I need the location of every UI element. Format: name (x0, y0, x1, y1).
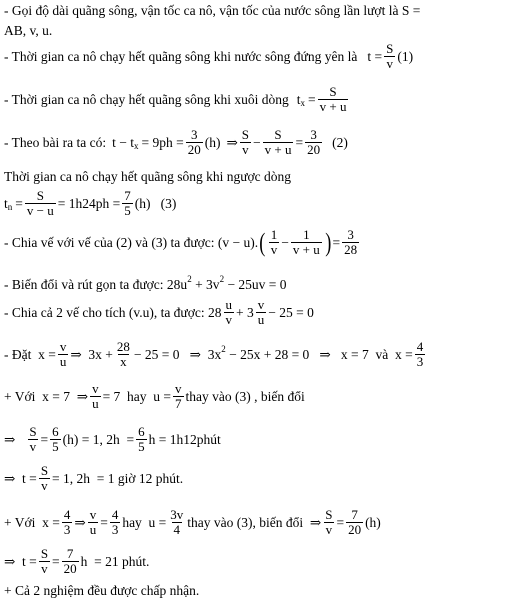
expr: = 1h24ph = (57, 196, 121, 212)
line-1-text: - Gọi độ dài quãng sông, vận tốc ca nô, vận tốc của nước sông lần lượt là S = (4, 3, 421, 18)
denominator: 3 (63, 521, 71, 537)
numerator: S (29, 424, 37, 439)
denominator: 3 (416, 353, 424, 369)
line-15-text: ⇒ t = (4, 554, 37, 570)
numerator: S (36, 188, 44, 203)
fraction (305, 128, 322, 158)
equals: = (15, 196, 23, 212)
denominator: 28 (344, 241, 358, 257)
line-1-cont-text: AB, v, u. (4, 23, 53, 38)
expr: t − t (112, 135, 134, 151)
denominator: v (242, 141, 249, 157)
numerator: 1 (270, 227, 278, 242)
fraction (27, 425, 38, 455)
denominator: u (89, 521, 97, 537)
denominator: u (59, 353, 67, 369)
fraction (256, 298, 267, 328)
denominator: v (225, 311, 233, 327)
fraction (136, 425, 147, 455)
expr: = 7 hay u = (102, 389, 172, 405)
expr: − 25 = 0 ⇒ 3x (133, 347, 222, 363)
denominator: 20 (187, 141, 201, 157)
equals: = (100, 515, 108, 531)
expr: − 25 = 0 (268, 305, 314, 321)
denominator: v + u (319, 98, 347, 114)
fraction (62, 547, 79, 577)
numerator: S (386, 41, 394, 56)
line-4 (4, 128, 348, 158)
fraction (173, 382, 184, 412)
expr: + 3v (191, 277, 220, 292)
numerator: 3v (170, 507, 184, 522)
t-symbol: t (4, 196, 8, 212)
denominator: v (325, 521, 333, 537)
expr: + 3 (236, 305, 254, 321)
denominator: 20 (63, 560, 77, 576)
denominator: 7 (175, 395, 182, 411)
line-16-text: + Cả 2 nghiệm đều được chấp nhận. (4, 583, 200, 598)
line-1 (4, 4, 420, 18)
line-4-text: - Theo bài ra ta có: (4, 135, 107, 151)
implies-symbol: ⇒ (74, 515, 86, 531)
subscript: x (133, 141, 139, 152)
expr: − 25x + 28 = 0 ⇒ x = 7 và x = (225, 347, 413, 363)
expr: (h) (3) (134, 196, 177, 212)
fraction (58, 340, 69, 370)
fraction (168, 508, 185, 538)
line-11 (4, 382, 305, 412)
denominator: x (120, 353, 127, 369)
expr: (h) = 1, 2h = (62, 432, 135, 448)
fraction (90, 382, 101, 412)
numerator: v (92, 381, 99, 396)
line-10-text: - Đặt x = (4, 347, 56, 363)
numerator: S (40, 546, 49, 561)
fraction (122, 189, 133, 219)
open-paren: ( (259, 227, 266, 257)
fraction (318, 85, 349, 115)
numerator: 7 (124, 188, 131, 203)
equals: = (307, 92, 316, 108)
t-symbol: t (296, 92, 301, 108)
fraction (50, 425, 61, 455)
line-7-text: - Chia vế với vế của (2) và (3) ta được: (v − u). (4, 235, 259, 251)
line-14 (4, 508, 381, 538)
fraction (39, 464, 50, 494)
line-8 (4, 274, 287, 292)
denominator: v − u (26, 202, 54, 218)
fraction (342, 228, 359, 258)
exponent: 2 (219, 274, 225, 285)
expr: h = 1h12phút (148, 432, 221, 448)
numerator: S (241, 127, 249, 142)
numerator: v (59, 339, 67, 354)
equals: = (40, 432, 49, 448)
fraction (110, 508, 121, 538)
equals: = (52, 554, 60, 570)
line-10 (4, 340, 427, 370)
numerator: v (257, 297, 265, 312)
line-3-text: - Thời gian ca nô chạy hết quãng sông khi xuôi dòng (4, 92, 289, 108)
numerator: 4 (111, 507, 119, 522)
line-7 (4, 228, 361, 258)
numerator: 1 (303, 227, 310, 242)
equals: = (295, 135, 304, 151)
line-6 (4, 189, 176, 219)
denominator: v (270, 241, 278, 257)
expr: thay vào (3), biến đổi ⇒ (187, 515, 322, 531)
denominator: v (41, 477, 48, 493)
numerator: S (40, 463, 49, 478)
denominator: 5 (52, 438, 59, 454)
fraction (88, 508, 99, 538)
numerator: 7 (66, 546, 74, 561)
line-5-text: Thời gian ca nô chạy hết quãng sông khi ngược dòng (4, 169, 292, 184)
expr: hay u = (122, 515, 167, 531)
numerator: 3 (347, 227, 354, 242)
fraction (263, 128, 294, 158)
denominator: 20 (307, 141, 321, 157)
minus: − (253, 135, 261, 151)
numerator: 4 (63, 507, 71, 522)
close-paren: ) (325, 227, 332, 257)
denominator: 5 (138, 438, 145, 454)
expr: = 1, 2h = 1 giờ 12 phút. (52, 471, 184, 487)
implies-symbol: ⇒ (4, 432, 16, 448)
denominator: 5 (124, 202, 131, 218)
subscript: n (7, 202, 13, 213)
line-13 (4, 464, 183, 494)
expr: thay vào (3) , biến đổi (185, 389, 305, 405)
line-5 (4, 170, 291, 184)
equals: = (332, 235, 341, 251)
expr: h = 21 phút. (80, 554, 150, 570)
numerator: S (325, 507, 333, 522)
fraction (186, 128, 203, 158)
denominator: u (92, 395, 99, 411)
expr: (h) (365, 515, 381, 531)
exponent: 2 (187, 274, 192, 285)
line-9 (4, 298, 314, 328)
numerator: 6 (52, 424, 59, 439)
line-13-text: ⇒ t = (4, 471, 37, 487)
fraction (39, 547, 50, 577)
numerator: 28 (116, 339, 130, 354)
fraction (415, 340, 426, 370)
fraction (323, 508, 334, 538)
numerator: v (175, 381, 182, 396)
numerator: v (89, 507, 97, 522)
numerator: 3 (310, 127, 317, 142)
minus: − (281, 235, 289, 251)
line-1-cont (4, 24, 52, 38)
denominator: 20 (348, 521, 362, 537)
denominator: v (29, 438, 37, 454)
fraction (62, 508, 73, 538)
line-2-text: - Thời gian ca nô chạy hết quãng sông khi nước sông đứng yên là (4, 49, 358, 65)
fraction (291, 228, 322, 258)
numerator: 3 (190, 127, 198, 142)
expr: − 25uv = 0 (224, 277, 287, 292)
equation-tag: (1) (397, 49, 414, 65)
implies-symbol: ⇒ (226, 135, 238, 151)
numerator: S (274, 127, 282, 142)
subscript: x (300, 98, 305, 109)
line-12 (4, 425, 221, 455)
unit: (h) (204, 135, 221, 151)
numerator: 7 (351, 507, 358, 522)
denominator: 4 (173, 521, 181, 537)
denominator: v (386, 55, 393, 71)
numerator: S (329, 84, 337, 99)
line-2 (4, 42, 413, 72)
fraction (25, 189, 56, 219)
line-9-text: - Chia cả 2 vế cho tích (v.u), ta được: 28 (4, 305, 222, 321)
equals: = (336, 515, 345, 531)
fraction (346, 508, 363, 538)
line-14-text: + Với x = (4, 515, 60, 531)
numerator: u (225, 297, 233, 312)
t-symbol: t = (367, 49, 383, 65)
denominator: v + u (264, 141, 292, 157)
numerator: 6 (138, 424, 145, 439)
denominator: v (41, 560, 48, 576)
denominator: 3 (111, 521, 119, 537)
expr: = 9ph = (141, 135, 184, 151)
numerator: 4 (416, 339, 424, 354)
line-11-text: + Với x = 7 ⇒ (4, 389, 89, 405)
denominator: v + u (292, 241, 320, 257)
expr: ⇒ 3x + (70, 347, 113, 363)
line-15 (4, 547, 149, 577)
fraction (224, 298, 235, 328)
line-16 (4, 584, 199, 598)
fraction (269, 228, 280, 258)
line-3 (4, 85, 350, 115)
fraction (240, 128, 251, 158)
line-8-text: - Biến đổi và rút gọn ta được: 28u (4, 277, 188, 292)
equation-tag: (2) (332, 135, 348, 151)
fraction-s-over-v (384, 42, 395, 72)
exponent: 2 (221, 344, 226, 355)
fraction (115, 340, 132, 370)
denominator: u (257, 311, 265, 327)
